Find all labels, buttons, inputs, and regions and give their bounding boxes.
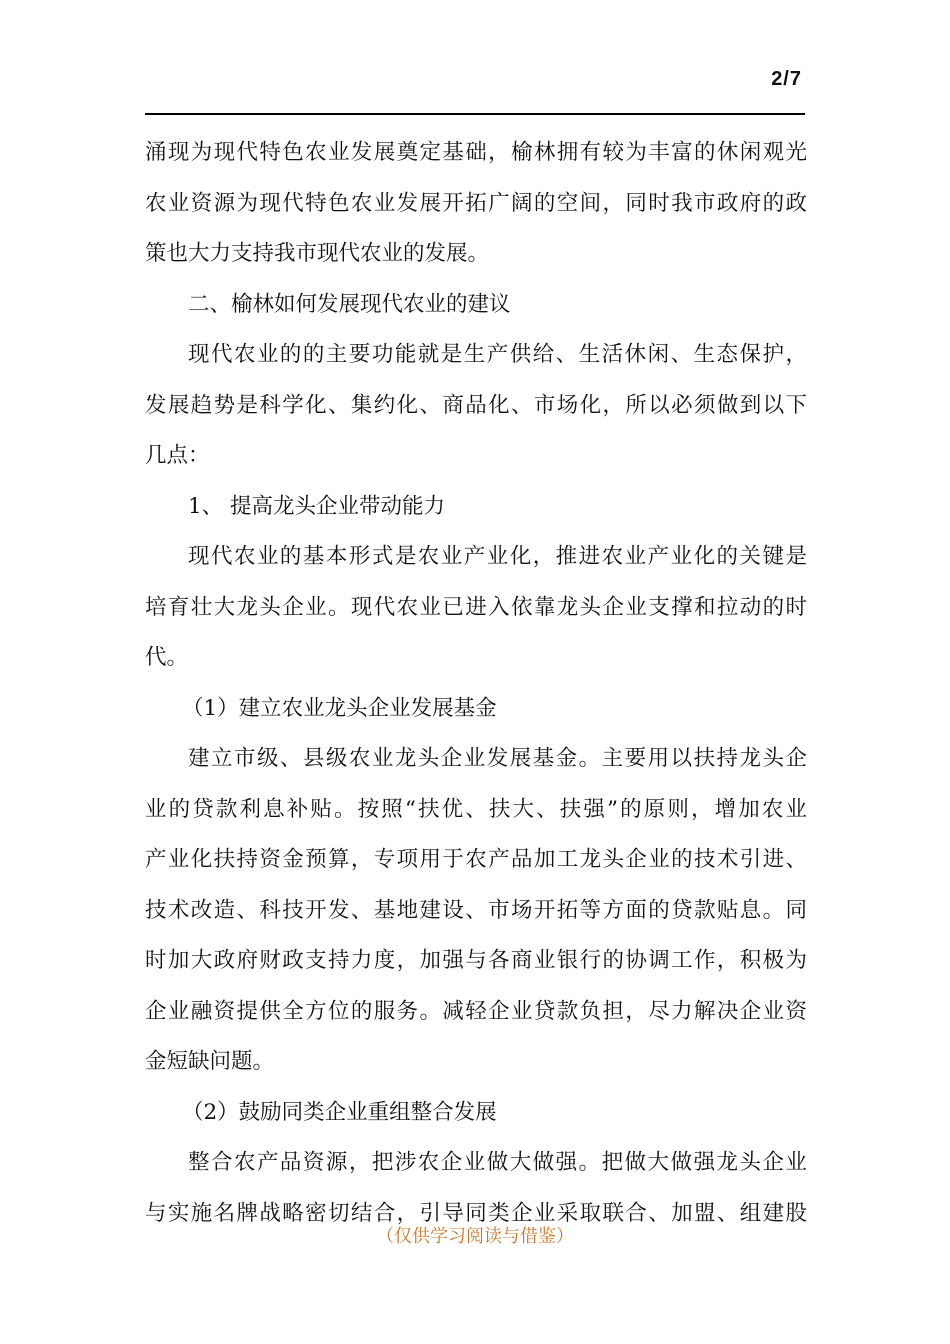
footer-note: （仅供学习阅读与借鉴） [376,1226,574,1247]
text-line: 农业资源为现代特色农业发展开拓广阔的空间，同时我市政府的政 [145,190,807,216]
text-line: 几点： [145,443,210,468]
text-line: 建立市级、县级农业龙头企业发展基金。主要用以扶持龙头企 [188,746,807,771]
text-line: 企业融资提供全方位的服务。减轻企业贷款负担，尽力解决企业资 [145,998,807,1024]
text-line: 产业化扶持资金预算，专项用于农产品加工龙头企业的技术引进、 [145,847,807,872]
text-line: 代。 [145,645,189,670]
text-line: 技术改造、科技开发、基地建设、市场开拓等方面的贷款贴息。同 [145,897,807,923]
text-line: 与实施名牌战略密切结合，引导同类企业采取联合、加盟、组建股 [145,1200,807,1226]
text-line: 现代农业的基本形式是农业产业化，推进农业产业化的关键是 [188,544,807,569]
text-line: 时加大政府财政支持力度，加强与各商业银行的协调工作，积极为 [145,948,807,973]
text-line: 发展趋势是科学化、集约化、商品化、市场化，所以必须做到以下 [145,392,807,418]
text-line: 现代农业的的主要功能就是生产供给、生活休闲、生态保护， [188,342,807,367]
section-heading: 二、榆林如何发展现代农业的建议 [188,291,511,317]
text-line: 业的贷款利息补贴。按照“扶优、扶大、扶强”的原则，增加农业 [145,796,807,822]
header-rule [145,113,805,115]
text-line: 金短缺问题。 [145,1049,275,1074]
text-line: 策也大力支持我市现代农业的发展。 [145,241,490,266]
page-number: 2/7 [771,68,802,90]
document-body [145,128,807,1239]
subsection-heading: 1、 提高龙头企业带动能力 [188,493,446,519]
text-line: 培育壮大龙头企业。现代农业已进入依靠龙头企业支撑和拉动的时 [145,594,807,620]
text-line: 整合农产品资源，把涉农企业做大做强。把做大做强龙头企业 [188,1150,807,1175]
item-heading: （2）鼓励同类企业重组整合发展 [182,1099,497,1125]
item-heading: （1）建立农业龙头企业发展基金 [182,695,497,721]
text-line: 涌现为现代特色农业发展奠定基础，榆林拥有较为丰富的休闲观光 [145,140,807,165]
